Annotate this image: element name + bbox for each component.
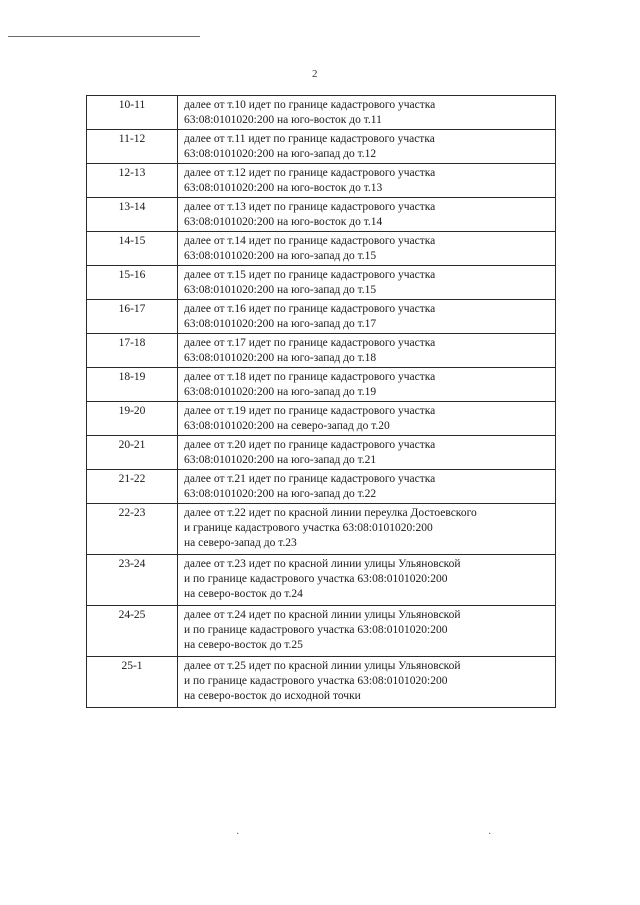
description-line: далее от т.13 идет по границе кадастрового участка — [184, 201, 436, 213]
description-cell — [178, 198, 556, 232]
segment-cell: 23-24 — [87, 555, 178, 606]
description-line: далее от т.14 идет по границе кадастрового участка — [184, 235, 436, 247]
segment-cell: 13-14 — [87, 198, 178, 232]
description-cell — [178, 555, 556, 606]
description-line: 63:08:0101020:200 на юго-запад до т.22 — [184, 488, 377, 500]
description-cell — [178, 266, 556, 300]
description-line: далее от т.21 идет по границе кадастрового участка — [184, 473, 436, 485]
segment-cell: 19-20 — [87, 402, 178, 436]
page-number: 2 — [312, 68, 318, 80]
segment-cell: 15-16 — [87, 266, 178, 300]
description-line: далее от т.20 идет по границе кадастрового участка — [184, 439, 436, 451]
table-row — [87, 470, 556, 504]
description-line: далее от т.11 идет по границе кадастрового участка — [184, 133, 435, 145]
table-row — [87, 96, 556, 130]
scan-artifact-mark: · — [236, 829, 240, 840]
description-line: далее от т.16 идет по границе кадастрового участка — [184, 303, 436, 315]
description-line: далее от т.12 идет по границе кадастрового участка — [184, 167, 436, 179]
description-line: 63:08:0101020:200 на юго-запад до т.18 — [184, 352, 377, 364]
description-cell — [178, 402, 556, 436]
description-cell — [178, 606, 556, 657]
description-line: 63:08:0101020:200 на юго-восток до т.14 — [184, 216, 383, 228]
description-line: далее от т.24 идет по красной линии улицы Ульяновской — [184, 609, 461, 621]
segment-cell: 14-15 — [87, 232, 178, 266]
description-cell — [178, 232, 556, 266]
table-row — [87, 504, 556, 555]
description-line: и по границе кадастрового участка 63:08:0101020:200 — [184, 675, 448, 687]
description-line: далее от т.15 идет по границе кадастрового участка — [184, 269, 436, 281]
scan-artifact-mark: · — [488, 829, 492, 840]
table-row — [87, 334, 556, 368]
description-cell — [178, 657, 556, 708]
header-rule — [8, 36, 200, 37]
description-cell — [178, 130, 556, 164]
table-row — [87, 657, 556, 708]
description-cell — [178, 300, 556, 334]
description-line: 63:08:0101020:200 на юго-восток до т.11 — [184, 114, 382, 126]
segment-cell: 12-13 — [87, 164, 178, 198]
description-line: далее от т.25 идет по красной линии улицы Ульяновской — [184, 660, 461, 672]
description-cell — [178, 164, 556, 198]
description-line: далее от т.17 идет по границе кадастрового участка — [184, 337, 436, 349]
description-line: 63:08:0101020:200 на юго-запад до т.15 — [184, 284, 377, 296]
description-cell — [178, 504, 556, 555]
description-cell — [178, 368, 556, 402]
table-row — [87, 232, 556, 266]
table-row — [87, 606, 556, 657]
description-cell — [178, 334, 556, 368]
segment-cell: 18-19 — [87, 368, 178, 402]
description-line: далее от т.19 идет по границе кадастрового участка — [184, 405, 436, 417]
description-line: на северо-восток до исходной точки — [184, 690, 361, 702]
description-line: на северо-запад до т.23 — [184, 537, 297, 549]
segment-cell: 21-22 — [87, 470, 178, 504]
description-line: далее от т.22 идет по красной линии переулка Достоевского — [184, 507, 477, 519]
description-cell — [178, 436, 556, 470]
description-line: далее от т.10 идет по границе кадастрового участка — [184, 99, 436, 111]
table-row — [87, 164, 556, 198]
description-line: 63:08:0101020:200 на юго-запад до т.19 — [184, 386, 377, 398]
segment-cell: 22-23 — [87, 504, 178, 555]
description-line: 63:08:0101020:200 на юго-запад до т.17 — [184, 318, 377, 330]
description-line: 63:08:0101020:200 на юго-запад до т.12 — [184, 148, 377, 160]
description-cell — [178, 470, 556, 504]
description-line: 63:08:0101020:200 на северо-запад до т.20 — [184, 420, 390, 432]
segment-cell: 11-12 — [87, 130, 178, 164]
table-row — [87, 368, 556, 402]
segment-cell: 10-11 — [87, 96, 178, 130]
segment-cell: 25-1 — [87, 657, 178, 708]
table-row — [87, 436, 556, 470]
description-line: 63:08:0101020:200 на юго-запад до т.15 — [184, 250, 377, 262]
table-row — [87, 130, 556, 164]
description-line: далее от т.18 идет по границе кадастрового участка — [184, 371, 436, 383]
description-line: и по границе кадастрового участка 63:08:0101020:200 — [184, 573, 448, 585]
description-line: 63:08:0101020:200 на юго-восток до т.13 — [184, 182, 383, 194]
boundary-description-table — [86, 95, 556, 708]
description-line: на северо-восток до т.24 — [184, 588, 303, 600]
segment-cell: 17-18 — [87, 334, 178, 368]
description-line: 63:08:0101020:200 на юго-запад до т.21 — [184, 454, 377, 466]
description-line: далее от т.23 идет по красной линии улицы Ульяновской — [184, 558, 461, 570]
table-row — [87, 300, 556, 334]
table-row — [87, 555, 556, 606]
table-row — [87, 198, 556, 232]
table-row — [87, 266, 556, 300]
description-line: и по границе кадастрового участка 63:08:0101020:200 — [184, 624, 448, 636]
description-line: и границе кадастрового участка 63:08:0101020:200 — [184, 522, 433, 534]
segment-cell: 24-25 — [87, 606, 178, 657]
description-line: на северо-восток до т.25 — [184, 639, 303, 651]
description-cell — [178, 96, 556, 130]
segment-cell: 20-21 — [87, 436, 178, 470]
table-row — [87, 402, 556, 436]
segment-cell: 16-17 — [87, 300, 178, 334]
